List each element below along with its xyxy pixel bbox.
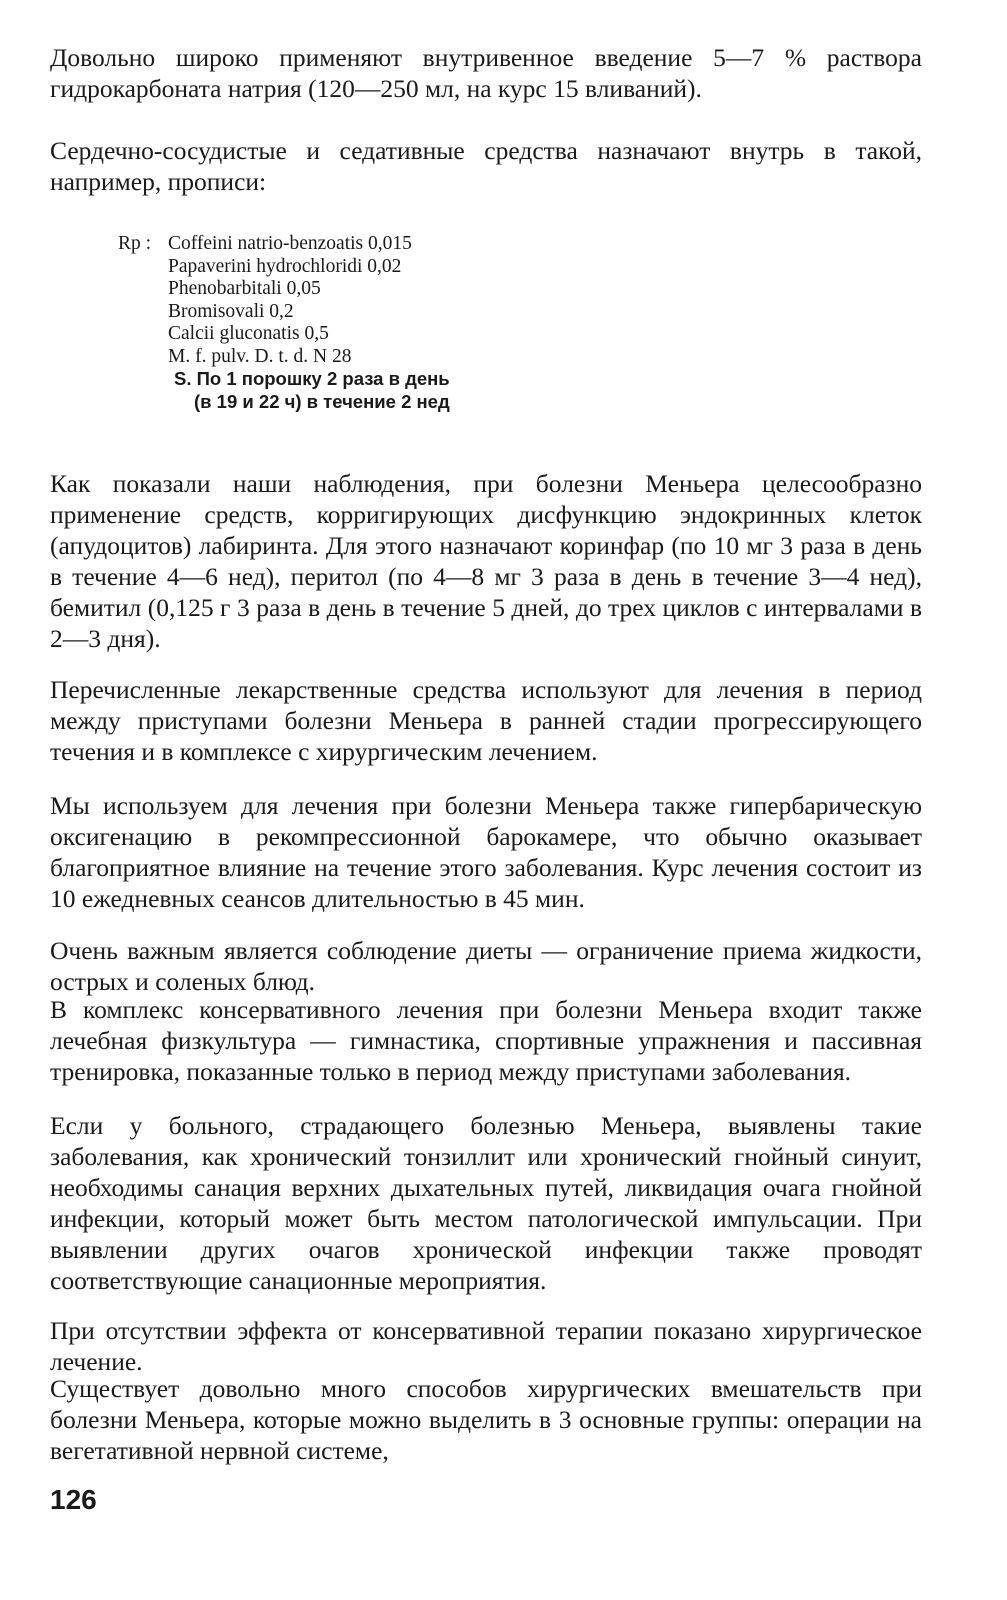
paragraph-surgical-methods: Существует довольно много способов хирургических вмешательств при болезни Меньера, которые можно выделить в 3 основные группы: операции на вегетативной нервной системе, — [50, 1374, 922, 1465]
prescription-label: Rp : — [118, 233, 152, 254]
signa-line: S. По 1 порошку 2 раза в день — [174, 368, 450, 389]
prescription-ingredients — [168, 233, 450, 413]
ingredient-line: Coffeini natrio-benzoatis 0,015 — [168, 233, 412, 254]
paragraph-surgery-indicated: При отсутствии эффекта от консервативной терапии показано хирургическое лечение. — [50, 1316, 922, 1376]
paragraph-listed-drugs: Перечисленные лекарственные средства используют для лечения в период между приступами болезни Меньера в ранней стадии прогрессирующего течения и в комплексе с хирургическим лечением. — [50, 675, 922, 766]
ingredient-line: Papaverini hydrochloridi 0,02 — [168, 255, 402, 277]
ingredient-line: M. f. pulv. D. t. d. N 28 — [168, 345, 352, 367]
paragraph-sodium-bicarbonate: Довольно широко применяют внутривенное введение 5—7 % раствора гидрокарбоната натрия (120—250 мл, на курс 15 вливаний). — [50, 43, 922, 103]
ingredient-line: Bromisovali 0,2 — [168, 300, 294, 322]
paragraph-infection-sanation: Если у больного, страдающего болезнью Меньера, выявлены такие заболевания, как хронический тонзиллит или хронический гнойный синуит, необходимы санация верхних дыхательных путей, ликвидация очага гнойной инфекции, который может быть местом патологической импульсации. При выявлении других очагов хронической инфекции также проводят соответствующие санационные мероприятия. — [50, 1111, 922, 1295]
prescription-block — [118, 233, 450, 413]
page-number: 126 — [50, 1484, 97, 1515]
paragraph-sedatives-intro: Сердечно-сосудистые и седативные средства назначают внутрь в такой, например, прописи: — [50, 136, 922, 196]
paragraph-diet: Очень важным является соблюдение диеты — ограничение приема жидкости, острых и соленых блюд. — [50, 936, 922, 996]
paragraph-physiotherapy: В комплекс консервативного лечения при болезни Меньера входит также лечебная физкультура — гимнастика, спортивные упражнения и пассивная тренировка, показанные только в период между приступами заболевания. — [50, 995, 922, 1086]
paragraph-hyperbaric: Мы используем для лечения при болезни Меньера также гипербарическую оксигенацию в рекомпрессионной барокамере, что обычно оказывает благоприятное влияние на течение этого заболевания. Курс лечения состоит из 10 ежедневных сеансов длительностью в 45 мин. — [50, 791, 922, 913]
ingredient-line: Calcii gluconatis 0,5 — [168, 323, 329, 344]
ingredient-line: Phenobarbitali 0,05 — [168, 278, 321, 299]
signa-line: (в 19 и 22 ч) в течение 2 нед — [194, 390, 450, 412]
paragraph-apudocytes: Как показали наши наблюдения, при болезни Меньера целесообразно применение средств, корригирующих дисфункцию эндокринных клеток (апудоцитов) лабиринта. Для этого назначают коринфар (по 10 мг 3 раза в день в течение 4—6 нед), перитол (по 4—8 мг 3 раза в день в течение 3—4 нед), бемитил (0,125 г 3 раза в день в течение 5 дней, до трех циклов с интервалами в 2—3 дня). — [50, 469, 922, 653]
